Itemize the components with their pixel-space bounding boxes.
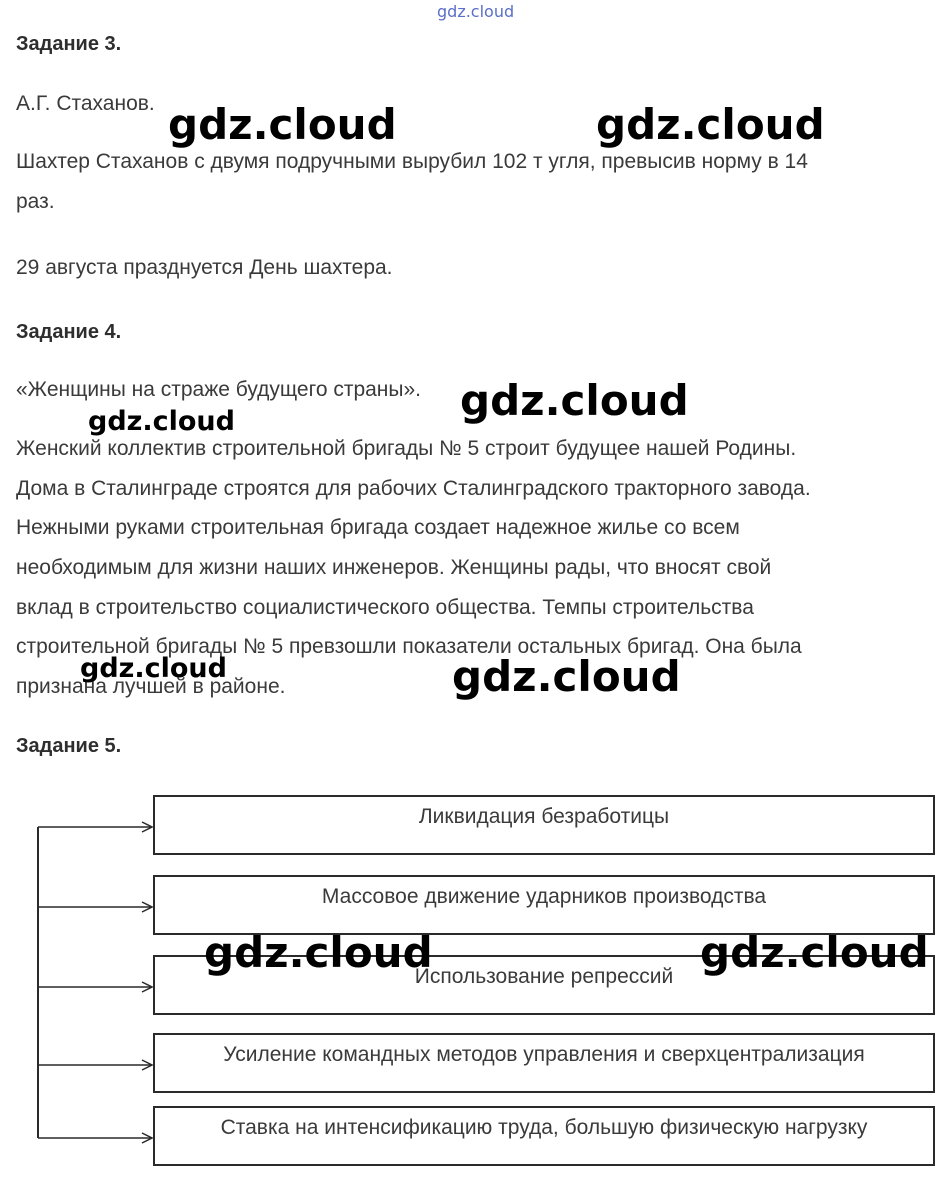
- watermark: gdz.cloud: [88, 406, 235, 437]
- watermark: gdz.cloud: [204, 928, 433, 977]
- watermark: gdz.cloud: [700, 928, 929, 977]
- task3-name: А.Г. Стаханов.: [16, 92, 155, 115]
- diagram-box-2: [153, 875, 935, 935]
- task4-paragraph-line-4: необходимым для жизни наших инженеров. Женщины рады, что вносят свой: [16, 556, 772, 579]
- watermark: gdz.cloud: [168, 100, 397, 149]
- diagram-box-5: [153, 1106, 935, 1166]
- task4-paragraph-line-7: признана лучшей в районе.: [16, 675, 286, 698]
- task4-title: «Женщины на страже будущего страны».: [16, 378, 422, 401]
- diagram-box-5-text: Ставка на интенсификацию труда, большую физическую нагрузку: [220, 1116, 868, 1139]
- top-watermark: gdz.cloud: [437, 2, 515, 21]
- watermark: gdz.cloud: [452, 652, 681, 701]
- task3-holiday: 29 августа празднуется День шахтера.: [16, 256, 393, 279]
- watermark: gdz.cloud: [460, 376, 689, 425]
- task4-heading: Задание 4.: [16, 321, 122, 343]
- task4-paragraph-line-5: вклад в строительство социалистического общества. Темпы строительства: [16, 596, 754, 619]
- task4-paragraph-line-3: Нежными руками строительная бригада создает надежное жилье со всем: [16, 516, 740, 539]
- task3-paragraph-line-2: раз.: [16, 190, 55, 213]
- task4-paragraph-line-1: Женский коллектив строительной бригады № 5 строит будущее нашей Родины.: [16, 437, 797, 460]
- task5-heading: Задание 5.: [16, 735, 122, 757]
- diagram-box-4: [153, 1033, 935, 1093]
- diagram-box-3-text: Использование репрессий: [414, 965, 674, 988]
- task3-heading: Задание 3.: [16, 33, 122, 55]
- task4-paragraph-line-6: строительной бригады № 5 превзошли показатели остальных бригад. Она была: [16, 635, 802, 658]
- task4-paragraph-line-2: Дома в Сталинграде строятся для рабочих Сталинградского тракторного завода.: [16, 477, 811, 500]
- task3-paragraph-line-1: Шахтер Стаханов с двумя подручными вырубил 102 т угля, превысив норму в 14: [16, 150, 808, 173]
- watermark: gdz.cloud: [80, 653, 227, 684]
- diagram-box-4-text: Усиление командных методов управления и сверхцентрализация: [223, 1043, 865, 1066]
- diagram-box-2-text: Массовое движение ударников производства: [321, 885, 767, 908]
- watermark: gdz.cloud: [596, 100, 825, 149]
- diagram-box-1-text: Ликвидация безработицы: [418, 805, 670, 828]
- diagram-box-1: [153, 795, 935, 855]
